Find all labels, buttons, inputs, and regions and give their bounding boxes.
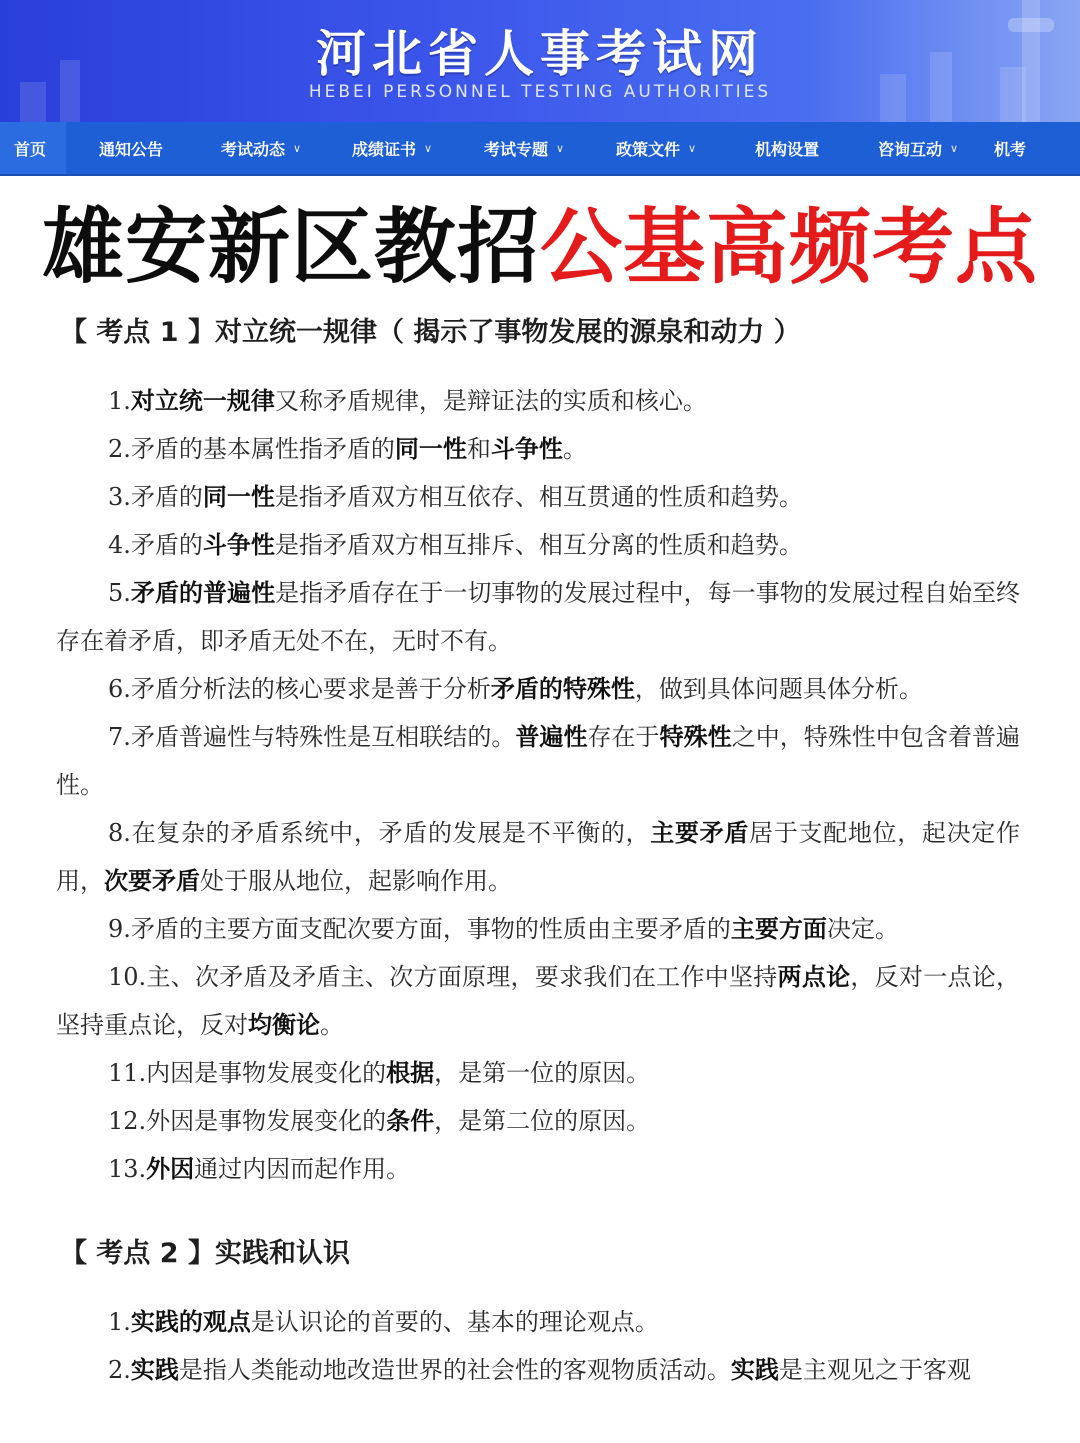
nav-item-consultation[interactable] <box>852 122 984 174</box>
list-item <box>56 1097 1020 1145</box>
text-run: 又称矛盾规律，是辩证法的实质和核心。 <box>274 387 707 415</box>
list-item <box>56 1049 1020 1097</box>
bold-term: 普遍性 <box>515 722 588 751</box>
chevron-down-icon: ∨ <box>555 141 565 155</box>
nav-item-policy-docs[interactable] <box>590 122 722 174</box>
bold-term: 同一性 <box>394 434 467 463</box>
page-title <box>0 198 1080 298</box>
section-heading: 【 考点 1 】对立统一规律（ 揭示了事物发展的源泉和动力 ） <box>60 317 801 348</box>
list-item <box>56 425 1020 473</box>
bold-term: 斗争性 <box>490 434 563 463</box>
text-run: 1. <box>108 387 131 415</box>
text-run: ，反对一点论，坚持重点论，反对 <box>56 963 1021 1039</box>
text-run: 12.外因是事物发展变化的 <box>108 1107 387 1135</box>
text-run: 11.内因是事物发展变化的 <box>108 1059 387 1087</box>
title-red-part: 公基高频考点 <box>540 200 1039 295</box>
main-nav <box>0 122 1080 176</box>
text-run: 和 <box>466 435 491 463</box>
text-run: 是认识论的首要的、基本的理论观点。 <box>250 1308 659 1336</box>
nav-label: 咨询互动 <box>877 139 942 159</box>
site-title[interactable]: 河北省人事考试网 <box>316 25 764 83</box>
section-heading: 【 考点 2 】实践和认识 <box>60 1238 350 1269</box>
nav-label: 通知公告 <box>98 139 163 159</box>
text-run: 是指矛盾存在于一切事物的发展过程中，每一事物的发展过程自始至终存在着矛盾，即矛盾无处不在，无时不有。 <box>56 579 1021 655</box>
list-item <box>56 809 1020 905</box>
text-run: 之中，特殊性中包含着普遍性。 <box>56 723 1021 799</box>
text-run: 是主观见之于客观 <box>778 1356 971 1384</box>
key-point-list <box>56 1298 1020 1394</box>
list-item <box>56 905 1020 953</box>
chevron-down-icon: ∨ <box>687 141 697 155</box>
text-run: 2.矛盾的基本属性指矛盾的 <box>108 435 395 463</box>
content <box>0 310 1080 1394</box>
chevron-down-icon: ∨ <box>949 141 959 155</box>
bold-term: 斗争性 <box>202 530 275 559</box>
text-run: 存在于 <box>587 723 660 751</box>
text-run: 通过内因而起作用。 <box>194 1155 411 1183</box>
text-run: 是指人类能动地改造世界的社会性的客观物质活动。 <box>178 1356 731 1384</box>
list-item <box>56 953 1020 1049</box>
bold-term: 实践的观点 <box>130 1307 251 1336</box>
bold-term: 主要方面 <box>730 914 827 943</box>
nav-item-notices[interactable] <box>66 122 196 174</box>
site-subtitle: HEBEI PERSONNEL TESTING AUTHORITIES <box>308 82 772 102</box>
text-run: 2. <box>108 1356 131 1384</box>
nav-item-home[interactable] <box>0 122 66 174</box>
nav-item-organization[interactable] <box>722 122 852 174</box>
bold-term: 同一性 <box>202 482 275 511</box>
nav-item-exam-topics[interactable] <box>458 122 590 174</box>
list-item <box>56 473 1020 521</box>
list-item <box>56 569 1020 665</box>
site-banner <box>0 0 1080 122</box>
list-item <box>56 377 1020 425</box>
text-run: 8.在复杂的矛盾系统中，矛盾的发展是不平衡的， <box>108 819 651 847</box>
bold-term: 条件 <box>386 1106 435 1135</box>
bold-term: 特殊性 <box>659 722 732 751</box>
text-run: ，是第一位的原因。 <box>434 1059 651 1087</box>
bold-term: 矛盾的普遍性 <box>130 578 276 607</box>
bold-term: 对立统一规律 <box>130 386 275 415</box>
nav-item-exam-news[interactable] <box>196 122 326 174</box>
text-run: 决定。 <box>826 915 899 943</box>
bold-term: 次要矛盾 <box>104 866 200 895</box>
text-run: 。 <box>562 435 587 463</box>
text-run: ，做到具体问题具体分析。 <box>634 675 923 703</box>
bold-term: 矛盾的特殊性 <box>490 674 635 703</box>
text-run: ，是第二位的原因。 <box>434 1107 651 1135</box>
nav-label: 机构设置 <box>754 139 819 159</box>
text-run: 13. <box>108 1155 147 1183</box>
nav-label: 考试动态 <box>220 139 285 159</box>
bold-term: 实践 <box>730 1355 779 1384</box>
key-point-list <box>56 377 1020 1193</box>
chevron-down-icon: ∨ <box>423 141 433 155</box>
text-run: 6.矛盾分析法的核心要求是善于分析 <box>108 675 491 703</box>
bold-term: 实践 <box>130 1355 179 1384</box>
list-item <box>56 1145 1020 1193</box>
text-run: 是指矛盾双方相互排斥、相互分离的性质和趋势。 <box>274 531 803 559</box>
nav-label: 机考 <box>994 139 1027 159</box>
bold-term: 两点论 <box>777 962 851 991</box>
text-run: 5. <box>108 579 131 607</box>
text-run: 。 <box>320 1011 344 1039</box>
list-item <box>56 521 1020 569</box>
nav-item-computer-exam[interactable] <box>984 122 1080 174</box>
bold-term: 主要矛盾 <box>650 818 750 847</box>
chevron-down-icon: ∨ <box>292 141 302 155</box>
list-item <box>56 1346 1020 1394</box>
text-run: 4.矛盾的 <box>108 531 203 559</box>
text-run: 处于服从地位，起影响作用。 <box>200 867 512 895</box>
nav-label: 首页 <box>14 139 47 159</box>
text-run: 7.矛盾普遍性与特殊性是互相联结的。 <box>108 723 516 751</box>
title-black-part: 雄安新区教招 <box>41 200 540 295</box>
bold-term: 外因 <box>146 1154 195 1183</box>
nav-label: 考试专题 <box>483 139 548 159</box>
text-run: 3.矛盾的 <box>108 483 203 511</box>
list-item <box>56 665 1020 713</box>
text-run: 10.主、次矛盾及矛盾主、次方面原理，要求我们在工作中坚持 <box>108 963 778 991</box>
nav-label: 政策文件 <box>615 139 680 159</box>
text-run: 9.矛盾的主要方面支配次要方面，事物的性质由主要矛盾的 <box>108 915 731 943</box>
nav-label: 成绩证书 <box>351 139 416 159</box>
text-run: 是指矛盾双方相互依存、相互贯通的性质和趋势。 <box>274 483 803 511</box>
list-item <box>56 1298 1020 1346</box>
list-item <box>56 713 1020 809</box>
bold-term: 均衡论 <box>248 1010 320 1039</box>
text-run: 居于支配地位，起决定作用， <box>56 819 1021 895</box>
text-run: 1. <box>108 1308 131 1336</box>
bold-term: 根据 <box>386 1058 435 1087</box>
nav-item-scores-certificates[interactable] <box>326 122 458 174</box>
